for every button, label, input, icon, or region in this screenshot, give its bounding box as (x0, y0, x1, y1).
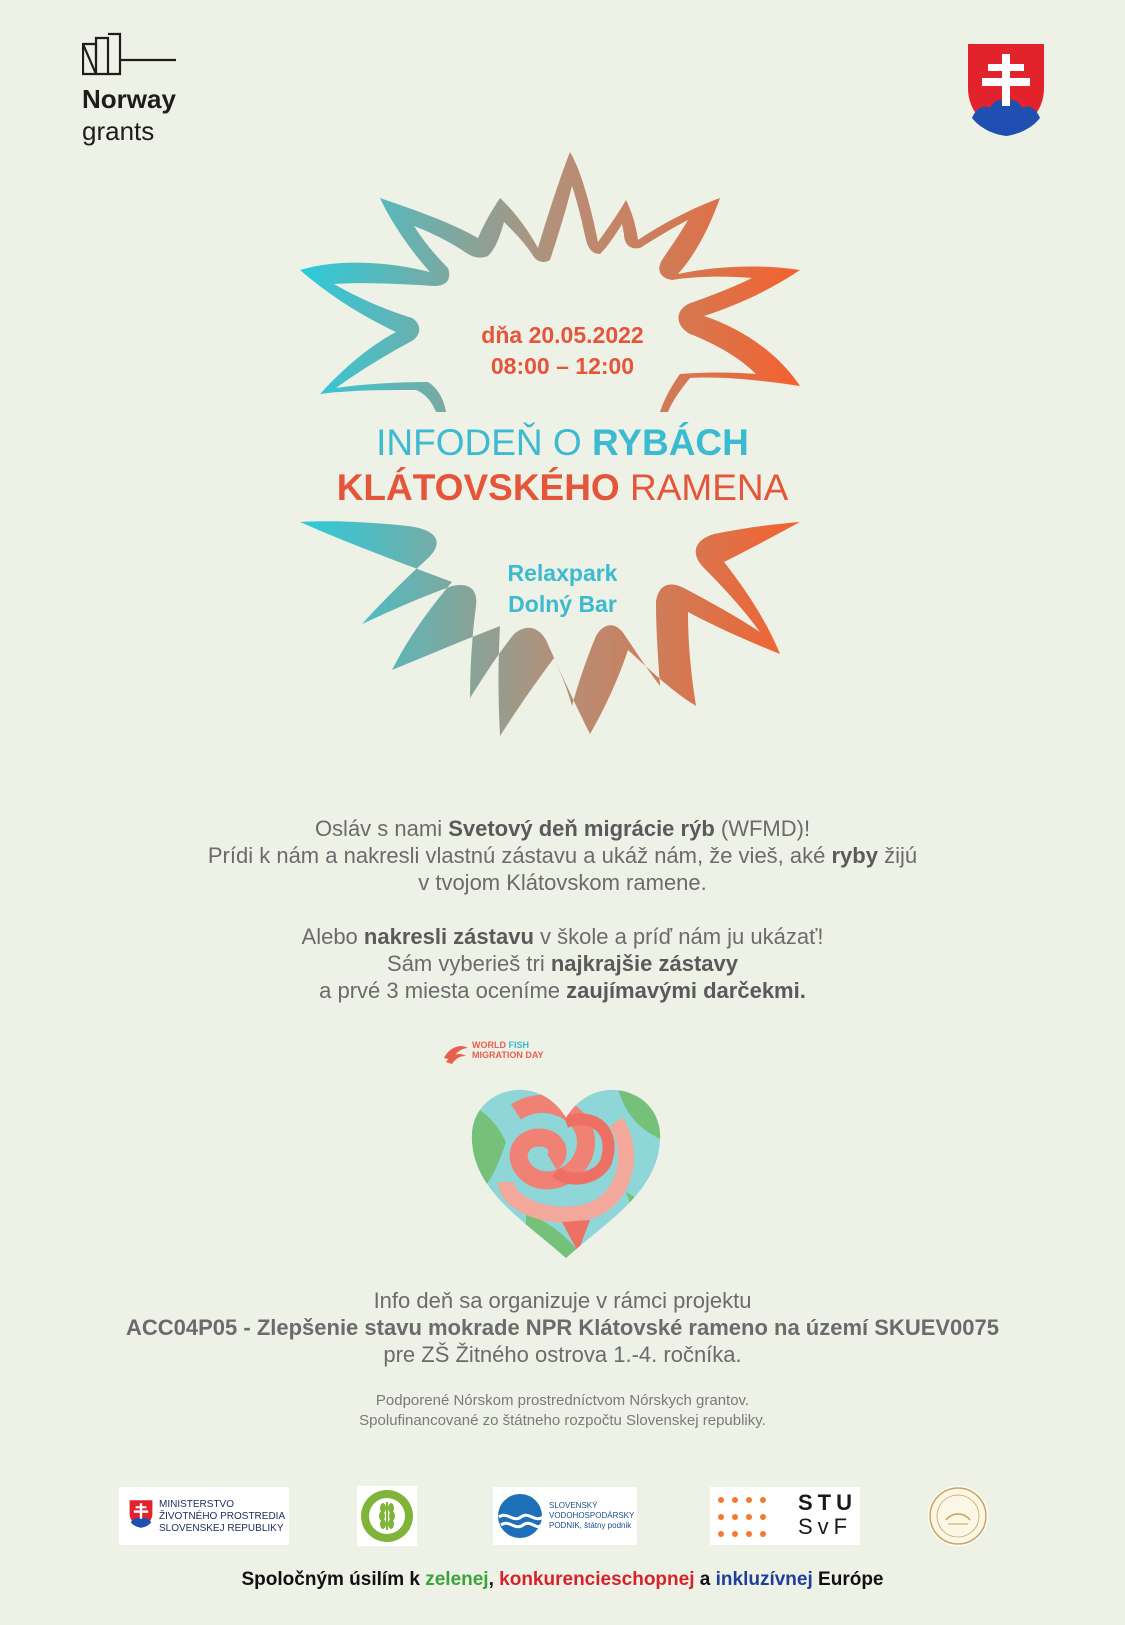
grants-word: grants (82, 116, 155, 146)
school-seal-icon (928, 1486, 988, 1546)
stu-dots-icon (716, 1495, 778, 1539)
title-infoden: INFODEŇ O (376, 422, 592, 463)
invitation-line-3: v tvojom Klátovskom ramene. (418, 870, 707, 895)
event-time: 08:00 – 12:00 (490, 353, 635, 379)
event-title-line-2 (200, 467, 925, 509)
europe-slogan: Spoločným úsilím k zelenej, konkurencieschopnej a inkluzívnej Európe (241, 1569, 884, 1590)
contest-paragraph (0, 923, 1125, 1004)
ministry-name: MINISTERSTVO ŽIVOTNÉHO PROSTREDIA SLOVENSKEJ REPUBLIKY (159, 1499, 286, 1534)
contest-line-2: Sám vyberieš tri najkrajšie zástavy (387, 951, 738, 976)
event-title-line-1 (200, 422, 925, 464)
event-date: dňa 20.05.2022 (481, 322, 644, 348)
ministry-environment-logo (119, 1487, 289, 1545)
ministry-coat-of-arms-icon (129, 1499, 153, 1529)
project-target: pre ZŠ Žitného ostrova 1.-4. ročníka. (383, 1342, 742, 1367)
slovak-coat-of-arms-icon (966, 42, 1046, 138)
event-location-1: Relaxpark (507, 560, 618, 586)
fish-heart-icon (466, 1082, 666, 1262)
svp-water-company-logo (493, 1487, 637, 1545)
norway-grants-mark-icon (82, 30, 177, 78)
norway-grants-logo (82, 30, 192, 150)
project-intro: Info deň sa organizuje v rámci projektu (373, 1288, 752, 1313)
support-line-2: Spolufinancované zo štátneho rozpočtu Slovenskej republiky. (359, 1412, 766, 1429)
stu-svf-logo (710, 1487, 860, 1545)
invitation-line-2: Prídi k nám a nakresli vlastnú zástavu a ukáž nám, že vieš, aké ryby žijú (207, 843, 918, 868)
event-burst (300, 150, 825, 790)
water-waves-icon (497, 1493, 543, 1539)
svp-name: SLOVENSKÝ VODOHOSPODÁRSKY PODNIK, štátny podnik (549, 1501, 635, 1530)
invitation-paragraph (0, 815, 1125, 896)
world-fish-migration-day-logo (442, 1040, 682, 1260)
wheat-emblem-icon (359, 1488, 415, 1544)
contest-line-1: Alebo nakresli zástavu v škole a príď nám ju ukázať! (301, 924, 824, 949)
support-line-1: Podporené Nórskom prostredníctvom Nórskych grantov. (375, 1392, 750, 1409)
agro-school-logo (357, 1486, 417, 1546)
title-klatovskeho: KLÁTOVSKÉHO (336, 467, 620, 508)
title-rybach: RYBÁCH (591, 422, 749, 463)
support-statement (0, 1391, 1125, 1431)
project-info (0, 1287, 1125, 1368)
project-name: ACC04P05 - Zlepšenie stavu mokrade NPR Klátovské rameno na území SKUEV0075 (125, 1315, 999, 1340)
event-location-2: Dolný Bar (508, 591, 617, 617)
stu-name: STU SvF (798, 1490, 857, 1539)
wfmd-label: WORLD FISH MIGRATION DAY (472, 1040, 544, 1060)
zs-zitny-ostrov-seal (928, 1486, 988, 1546)
contest-line-3: a prvé 3 miesta oceníme zaujímavými darčekmi. (319, 978, 806, 1003)
wfmd-fish-icon (442, 1040, 470, 1064)
norway-word: Norway (82, 84, 176, 114)
title-ramena: RAMENA (619, 467, 789, 508)
invitation-line-1: Osláv s nami Svetový deň migrácie rýb (WFMD)! (314, 816, 811, 841)
